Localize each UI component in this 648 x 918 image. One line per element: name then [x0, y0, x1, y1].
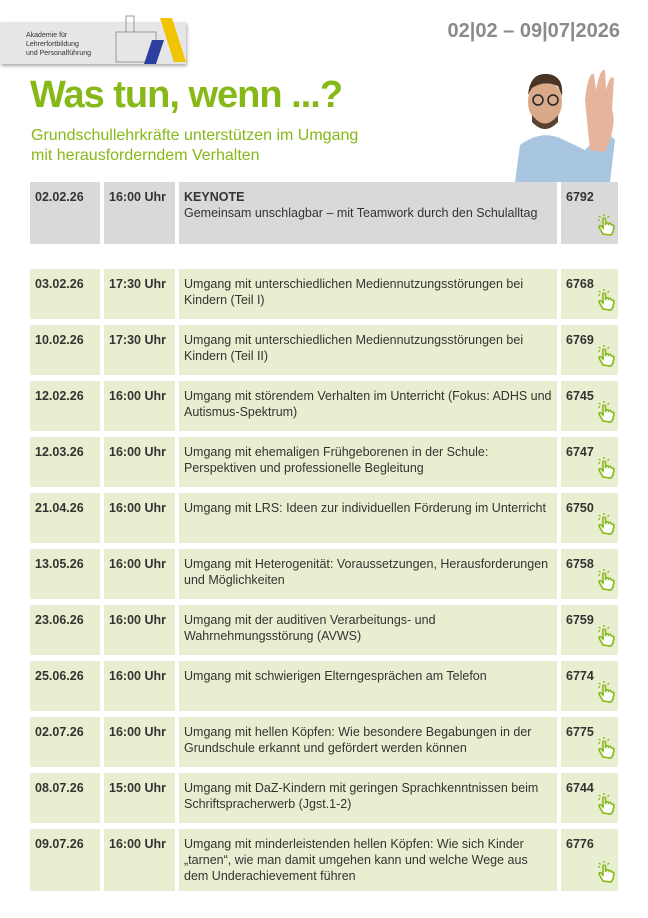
event-row	[30, 717, 618, 767]
event-time: 16:00 Uhr	[104, 605, 175, 655]
click-hand-icon[interactable]	[596, 737, 616, 763]
course-number: 6744	[566, 781, 594, 795]
course-number-link[interactable]	[561, 493, 618, 543]
course-number: 6792	[566, 190, 594, 204]
click-hand-icon[interactable]	[596, 861, 616, 887]
course-number: 6776	[566, 837, 594, 851]
event-date: 02.02.26	[30, 182, 100, 244]
event-row	[30, 269, 618, 319]
course-number-link[interactable]	[561, 269, 618, 319]
man-stop-gesture-photo	[510, 60, 620, 182]
course-number: 6759	[566, 613, 594, 627]
course-number: 6758	[566, 557, 594, 571]
event-row	[30, 661, 618, 711]
event-date: 02.07.26	[30, 717, 100, 767]
event-title: Umgang mit der auditiven Verarbeitungs- und Wahrnehmungsstörung (AVWS)	[179, 605, 557, 655]
click-hand-icon[interactable]	[596, 625, 616, 651]
course-number-link[interactable]	[561, 325, 618, 375]
event-row	[30, 605, 618, 655]
course-number-link[interactable]	[561, 717, 618, 767]
course-number-link[interactable]	[561, 773, 618, 823]
event-time: 17:30 Uhr	[104, 325, 175, 375]
event-row	[30, 325, 618, 375]
click-hand-icon[interactable]	[596, 214, 616, 240]
event-row	[30, 773, 618, 823]
date-range: 02|02 – 09|07|2026	[447, 20, 620, 42]
course-number-link[interactable]	[561, 661, 618, 711]
event-time: 16:00 Uhr	[104, 661, 175, 711]
click-hand-icon[interactable]	[596, 681, 616, 707]
keynote-label: KEYNOTE	[184, 190, 245, 204]
event-time: 16:00 Uhr	[104, 829, 175, 891]
click-hand-icon[interactable]	[596, 793, 616, 819]
academy-logo	[0, 22, 186, 64]
event-title: Umgang mit LRS: Ideen zur individuellen Förderung im Unterricht	[179, 493, 557, 543]
event-row	[30, 829, 618, 891]
event-date: 08.07.26	[30, 773, 100, 823]
course-number-link[interactable]	[561, 605, 618, 655]
event-time: 16:00 Uhr	[104, 493, 175, 543]
event-title: Umgang mit minderleistenden hellen Köpfen: Wie sich Kinder „tarnen“, wie man damit umgehen kann und welche Wege aus dem Underachievement führen	[179, 829, 557, 891]
event-title: Umgang mit störendem Verhalten im Unterricht (Fokus: ADHS und Autismus-Spektrum)	[179, 381, 557, 431]
subtitle-line: Grundschullehrkräfte unterstützen im Umgang	[31, 127, 359, 144]
course-number: 6750	[566, 501, 594, 515]
logo-line: und Personalführung	[26, 50, 91, 57]
event-row	[30, 493, 618, 543]
click-hand-icon[interactable]	[596, 289, 616, 315]
course-number: 6768	[566, 277, 594, 291]
event-title: Umgang mit Heterogenität: Voraussetzungen, Herausforderungen und Möglichkeiten	[179, 549, 557, 599]
click-hand-icon[interactable]	[596, 569, 616, 595]
course-number-link[interactable]	[561, 549, 618, 599]
event-date: 21.04.26	[30, 493, 100, 543]
event-date: 12.03.26	[30, 437, 100, 487]
logo-line: Akademie für	[26, 32, 68, 39]
event-title	[179, 182, 557, 244]
event-row	[30, 437, 618, 487]
keynote-title: Gemeinsam unschlagbar – mit Teamwork durch den Schulalltag	[184, 206, 538, 220]
event-row	[30, 549, 618, 599]
course-number-link[interactable]	[561, 437, 618, 487]
castle-logo-icon	[112, 10, 188, 64]
event-date: 23.06.26	[30, 605, 100, 655]
event-title: Umgang mit ehemaligen Frühgeborenen in der Schule: Perspektiven und professionelle Begleitung	[179, 437, 557, 487]
subtitle	[31, 126, 358, 166]
event-date: 25.06.26	[30, 661, 100, 711]
course-number: 6769	[566, 333, 594, 347]
event-time: 17:30 Uhr	[104, 269, 175, 319]
course-number: 6774	[566, 669, 594, 683]
event-row	[30, 381, 618, 431]
click-hand-icon[interactable]	[596, 345, 616, 371]
course-number: 6775	[566, 725, 594, 739]
event-title: Umgang mit unterschiedlichen Mediennutzungsstörungen bei Kindern (Teil II)	[179, 325, 557, 375]
click-hand-icon[interactable]	[596, 401, 616, 427]
event-date: 03.02.26	[30, 269, 100, 319]
course-number: 6745	[566, 389, 594, 403]
course-number-link[interactable]	[561, 182, 618, 244]
course-number: 6747	[566, 445, 594, 459]
logo-line: Lehrerfortbildung	[26, 41, 79, 48]
event-date: 12.02.26	[30, 381, 100, 431]
logo-text	[26, 31, 91, 58]
course-number-link[interactable]	[561, 381, 618, 431]
page-title: Was tun, wenn ...?	[30, 74, 343, 116]
event-time: 16:00 Uhr	[104, 182, 175, 244]
event-time: 15:00 Uhr	[104, 773, 175, 823]
click-hand-icon[interactable]	[596, 457, 616, 483]
event-time: 16:00 Uhr	[104, 381, 175, 431]
event-time: 16:00 Uhr	[104, 549, 175, 599]
keynote-row	[30, 182, 618, 244]
event-title: Umgang mit schwierigen Elterngesprächen am Telefon	[179, 661, 557, 711]
click-hand-icon[interactable]	[596, 513, 616, 539]
event-date: 13.05.26	[30, 549, 100, 599]
event-title: Umgang mit unterschiedlichen Mediennutzungsstörungen bei Kindern (Teil I)	[179, 269, 557, 319]
course-number-link[interactable]	[561, 829, 618, 891]
event-date: 10.02.26	[30, 325, 100, 375]
event-title: Umgang mit DaZ-Kindern mit geringen Sprachkenntnissen beim Schriftspracherwerb (Jgst.1-2)	[179, 773, 557, 823]
event-title: Umgang mit hellen Köpfen: Wie besondere Begabungen in der Grundschule erkannt und gefördert werden können	[179, 717, 557, 767]
event-time: 16:00 Uhr	[104, 717, 175, 767]
subtitle-line: mit herausforderndem Verhalten	[31, 147, 260, 164]
event-date: 09.07.26	[30, 829, 100, 891]
event-time: 16:00 Uhr	[104, 437, 175, 487]
